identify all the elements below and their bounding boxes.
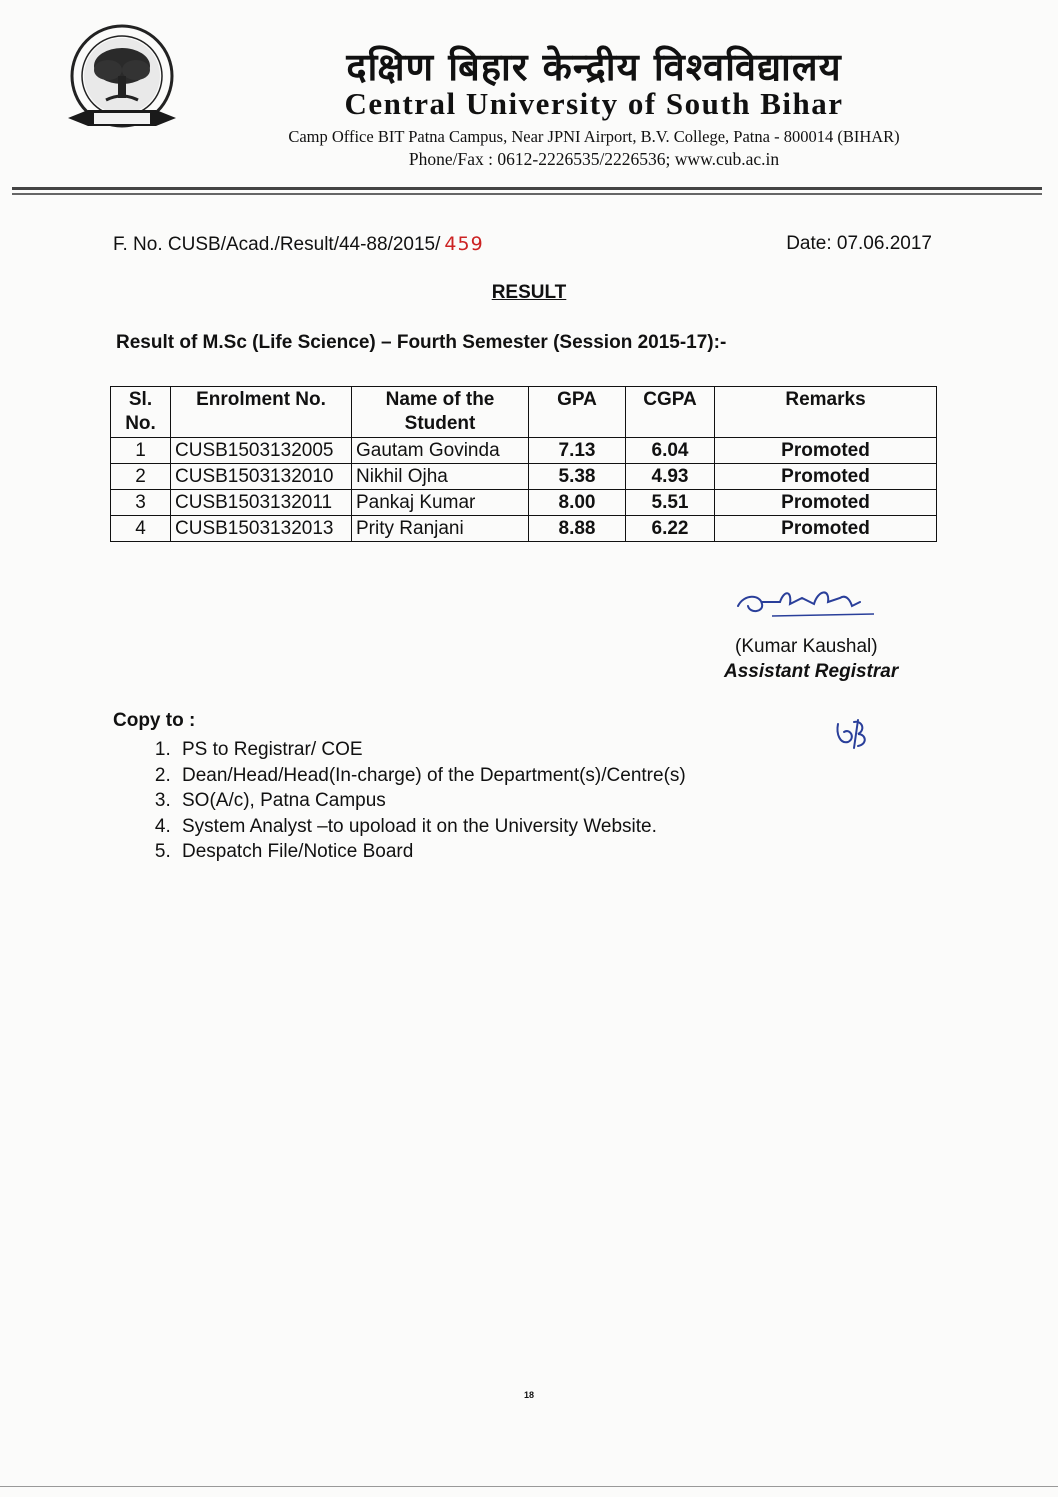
cell-gpa: 5.38: [529, 464, 626, 490]
page-bottom-edge: [0, 1486, 1058, 1487]
cell-enrolment: CUSB1503132013: [171, 516, 352, 542]
header-enrolment: Enrolment No.: [171, 387, 352, 438]
issue-date: Date: 07.06.2017: [786, 233, 932, 254]
university-name-hindi: दक्षिण बिहार केन्द्रीय विश्वविद्यालय: [346, 45, 842, 89]
cell-remarks: Promoted: [715, 464, 937, 490]
header-cgpa: CGPA: [626, 387, 715, 438]
result-table: [110, 386, 937, 542]
cell-sl: 2: [111, 464, 171, 490]
cell-remarks: Promoted: [715, 516, 937, 542]
header-rule-thin: [12, 193, 1042, 195]
header-sl-line2: No.: [125, 413, 156, 434]
header-sl-no: [111, 387, 171, 438]
header-rule: [12, 187, 1042, 190]
table-row: [111, 464, 937, 490]
table-row: [111, 438, 937, 464]
cell-sl: 1: [111, 438, 171, 464]
handwritten-number: 459: [444, 233, 484, 255]
header-sl-line1: Sl.: [128, 389, 153, 410]
cell-gpa: 7.13: [529, 438, 626, 464]
initials-icon: [832, 716, 876, 752]
header-name-line1: Name of the: [385, 389, 495, 410]
table-row: [111, 516, 937, 542]
header-gpa: GPA: [529, 387, 626, 438]
cell-remarks: Promoted: [715, 490, 937, 516]
cell-name: Prity Ranjani: [352, 516, 529, 542]
university-emblem-icon: [58, 18, 186, 140]
header-name-line2: Student: [404, 413, 476, 434]
cell-name: Gautam Govinda: [352, 438, 529, 464]
copy-to-list: [126, 737, 686, 865]
list-item: 4. System Analyst –to upoload it on the University Website.: [176, 814, 686, 840]
cell-enrolment: CUSB1503132010: [171, 464, 352, 490]
cell-cgpa: 5.51: [626, 490, 715, 516]
university-name-english: Central University of South Bihar: [344, 86, 844, 121]
list-item: 1. PS to Registrar/ COE: [176, 737, 686, 763]
cell-remarks: Promoted: [715, 438, 937, 464]
header-remarks: Remarks: [715, 387, 937, 438]
cell-enrolment: CUSB1503132005: [171, 438, 352, 464]
page-number: 18: [523, 1390, 534, 1400]
address-line: Camp Office BIT Patna Campus, Near JPNI Airport, B.V. College, Patna - 800014 (BIHAR): [288, 127, 900, 146]
signatory-designation: Assistant Registrar: [724, 661, 899, 682]
cell-cgpa: 4.93: [626, 464, 715, 490]
header-name: [352, 387, 529, 438]
cell-sl: 3: [111, 490, 171, 516]
result-subtitle: Result of M.Sc (Life Science) – Fourth Semester (Session 2015-17):-: [116, 332, 727, 353]
cell-name: Pankaj Kumar: [352, 490, 529, 516]
file-number: [113, 233, 484, 256]
list-item: 3. SO(A/c), Patna Campus: [176, 788, 686, 814]
cell-cgpa: 6.22: [626, 516, 715, 542]
cell-enrolment: CUSB1503132011: [171, 490, 352, 516]
contact-line: Phone/Fax : 0612-2226535/2226536; www.cub.ac.in: [408, 149, 780, 169]
cell-gpa: 8.00: [529, 490, 626, 516]
cell-name: Nikhil Ojha: [352, 464, 529, 490]
cell-gpa: 8.88: [529, 516, 626, 542]
file-number-text: F. No. CUSB/Acad./Result/44-88/2015/: [113, 234, 441, 255]
signature-icon: [732, 580, 882, 630]
cell-sl: 4: [111, 516, 171, 542]
document-title-text: RESULT: [491, 282, 567, 303]
signatory-name: (Kumar Kaushal): [735, 636, 878, 657]
copy-to-heading: Copy to :: [113, 710, 196, 731]
document-title: [0, 282, 1058, 304]
list-item: 2. Dean/Head/Head(In-charge) of the Department(s)/Centre(s): [176, 763, 686, 789]
cell-cgpa: 6.04: [626, 438, 715, 464]
table-header-row: [111, 387, 937, 438]
list-item: 5. Despatch File/Notice Board: [176, 839, 686, 865]
table-row: [111, 490, 937, 516]
